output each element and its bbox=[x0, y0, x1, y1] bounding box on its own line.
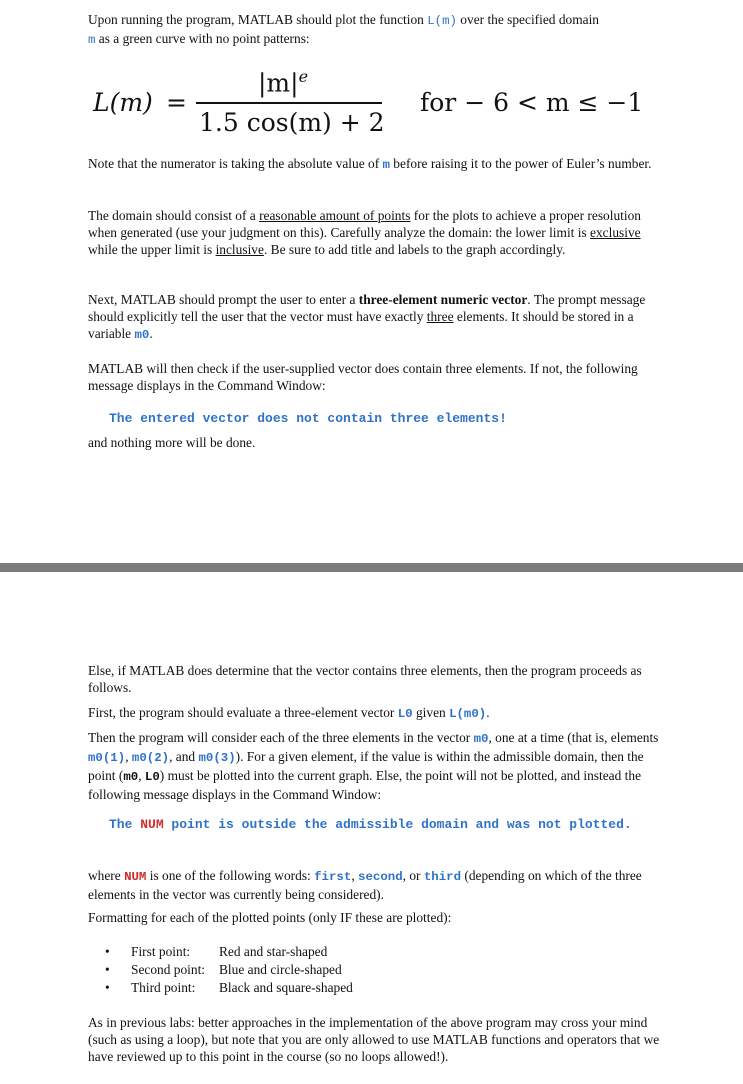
page-separator bbox=[0, 560, 743, 574]
text: , bbox=[351, 868, 359, 883]
text: , bbox=[138, 768, 145, 783]
equation-numerator: $|m|^e$ bbox=[258, 67, 309, 98]
text: , one at a time (that is, elements bbox=[488, 730, 659, 745]
bullet-list bbox=[105, 943, 505, 997]
code-variable: m0 bbox=[473, 732, 489, 746]
text: ). For a given element, if the value is within the admissible domain, then the point ( bbox=[88, 749, 644, 783]
text: while the upper limit is bbox=[88, 242, 216, 257]
word-third: third bbox=[423, 870, 462, 884]
text: Then the program will consider each of the three elements in the vector bbox=[88, 730, 474, 745]
text: over the specified domain bbox=[456, 12, 599, 27]
text: , or bbox=[402, 868, 424, 883]
text: elements. It should be stored in a variable bbox=[88, 309, 634, 341]
bullet-label: First point: bbox=[131, 944, 191, 959]
list-item bbox=[105, 943, 505, 961]
underlined-text: inclusive bbox=[215, 242, 264, 257]
text: (depending on which of the three elements in the vector was currently being considered). bbox=[88, 868, 642, 902]
equation-denominator: 1.5 cos(m) + 2 bbox=[199, 108, 385, 137]
code-element: m0(1) bbox=[88, 751, 126, 765]
code-variable: L0 bbox=[144, 770, 160, 784]
nothing-more-text: and nothing more will be done. bbox=[88, 435, 256, 450]
code-variable: m0 bbox=[134, 328, 150, 342]
document-page-2 bbox=[0, 574, 743, 1084]
then-paragraph bbox=[88, 729, 663, 803]
bullet-description: Blue and circle-shaped bbox=[219, 962, 342, 977]
code-element: m0(3) bbox=[198, 751, 236, 765]
code-function-name: L(m) bbox=[427, 14, 457, 28]
text: . Be sure to add title and labels to the graph accordingly. bbox=[263, 242, 566, 257]
num-placeholder: NUM bbox=[124, 870, 147, 884]
num-placeholder: NUM bbox=[140, 817, 164, 832]
bullet-icon: • bbox=[105, 944, 110, 959]
code-expression: L(m0) bbox=[449, 707, 487, 721]
text: for the plots to achieve a proper resolution when generated (use your judgment on this). Carefully analyze the domain: the lower limit is bbox=[88, 208, 641, 240]
equation-lhs: L(m) bbox=[93, 88, 153, 117]
text: is one of the following words: bbox=[146, 868, 315, 883]
check-paragraph: MATLAB will then check if the user-supplied vector does contain three elements. If not, the following message displays in the Command Window: bbox=[88, 361, 638, 393]
text: . bbox=[149, 326, 153, 341]
text: given bbox=[412, 705, 450, 720]
list-item bbox=[105, 961, 505, 979]
first-paragraph bbox=[88, 704, 663, 723]
bullet-icon: • bbox=[105, 962, 110, 977]
code-variable: m0 bbox=[123, 770, 139, 784]
underlined-text: reasonable amount of points bbox=[259, 208, 411, 223]
text: First, the program should evaluate a three-element vector bbox=[88, 705, 398, 720]
text: where bbox=[88, 868, 125, 883]
code-variable: m bbox=[88, 33, 96, 47]
text: Upon running the program, MATLAB should plot the function bbox=[88, 12, 428, 27]
code-element: m0(2) bbox=[131, 751, 170, 765]
text: The domain should consist of a bbox=[88, 208, 260, 223]
text: before raising it to the power of Euler’s number. bbox=[389, 156, 652, 171]
outside-domain-message: The NUM point is outside the admissible domain and was not plotted. bbox=[109, 817, 632, 832]
text: , bbox=[125, 749, 132, 764]
equation-equals: = bbox=[166, 88, 187, 117]
error-message: The entered vector does not contain three elements! bbox=[109, 411, 507, 426]
fraction-bar bbox=[196, 102, 382, 104]
code-variable: m bbox=[382, 158, 390, 172]
equation-domain: for − 6 < m ≤ −1 bbox=[420, 88, 644, 117]
domain-paragraph bbox=[88, 207, 663, 258]
text: Note that the numerator is taking the absolute value of bbox=[88, 156, 383, 171]
bullet-description: Black and square-shaped bbox=[219, 980, 353, 995]
text: , and bbox=[169, 749, 199, 764]
format-paragraph: Formatting for each of the plotted points (only IF these are plotted): bbox=[88, 910, 452, 925]
bullet-description: Red and star-shaped bbox=[219, 944, 328, 959]
closing-paragraph: As in previous labs: better approaches in the implementation of the above program may cross your mind (such as using a loop), but note that you are only allowed to use MATLAB functions and operators that we have reviewed up to this point in the course (so no loops allowed!). bbox=[88, 1015, 660, 1064]
prompt-paragraph bbox=[88, 291, 663, 344]
where-paragraph bbox=[88, 867, 663, 903]
note-paragraph bbox=[88, 155, 663, 174]
text: . bbox=[486, 705, 490, 720]
text: Next, MATLAB should prompt the user to enter a bbox=[88, 292, 359, 307]
underlined-text: exclusive bbox=[590, 225, 641, 240]
bold-text: three-element numeric vector bbox=[358, 292, 528, 307]
word-second: second bbox=[358, 870, 403, 884]
underlined-text: three bbox=[426, 309, 454, 324]
bullet-icon: • bbox=[105, 980, 110, 995]
word-first: first bbox=[314, 870, 352, 884]
separator-bar bbox=[0, 563, 743, 572]
text: . The prompt message should explicitly tell the user that the vector must have exactly bbox=[88, 292, 646, 324]
bullet-label: Second point: bbox=[131, 962, 206, 977]
text: as a green curve with no point patterns: bbox=[95, 31, 310, 46]
code-variable: L0 bbox=[397, 707, 413, 721]
text: ) must be plotted into the current graph. Else, the point will not be plotted, and instead the following message displays in the Command Window: bbox=[88, 768, 642, 802]
bullet-label: Third point: bbox=[131, 980, 196, 995]
list-item bbox=[105, 979, 505, 997]
intro-paragraph bbox=[88, 11, 663, 49]
else-paragraph: Else, if MATLAB does determine that the vector contains three elements, then the program proceeds as follows. bbox=[88, 663, 642, 695]
